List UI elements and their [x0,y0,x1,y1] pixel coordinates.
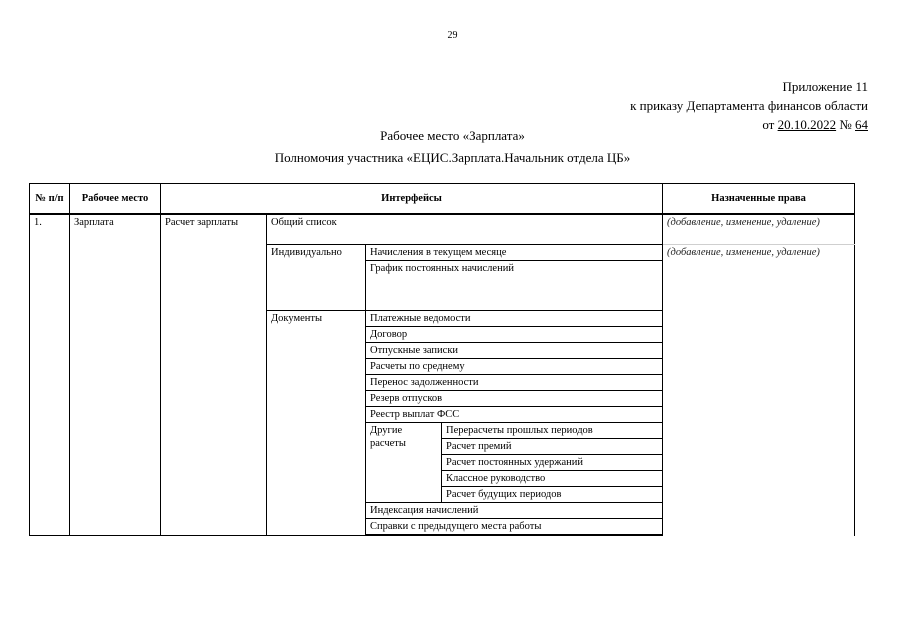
documents-label: Документы [267,310,366,535]
rights-general: (добавление, изменение, удаление) [663,214,855,245]
documents-item: Платежные ведомости [366,310,663,326]
documents-item: Резерв отпусков [366,390,663,406]
rights-table [29,183,855,536]
appendix-title: Приложение 11 [782,79,868,94]
rights-individual: (добавление, изменение, удаление) [663,244,855,536]
other-calculations-item: Перерасчеты прошлых периодов [442,422,663,438]
appendix-from: от [762,117,778,132]
header-rights: Назначенные права [663,184,855,214]
page-title: Рабочее место «Зарплата» [380,128,525,143]
individual-label: Индивидуально [267,244,366,310]
other-calculations-item: Классное руководство [442,470,663,486]
appendix-order: к приказу Департамента финансов области [630,98,868,113]
header-num: № п/п [30,184,70,214]
row-number: 1. [30,214,70,536]
documents-item: Реестр выплат ФСС [366,406,663,422]
documents-item: Договор [366,326,663,342]
other-calculations-item: Расчет будущих периодов [442,486,663,502]
individual-item: График постоянных начислений [366,260,663,310]
documents-item: Перенос задолженности [366,374,663,390]
page-subtitle: Полномочия участника «ЕЦИС.Зарплата.Начальник отдела ЦБ» [274,150,631,165]
documents-item: Справки с предыдущего места работы [366,518,663,534]
documents-item: Расчеты по среднему [366,358,663,374]
appendix-number: 64 [855,117,868,132]
workplace-cell: Зарплата [70,214,161,536]
header-workplace: Рабочее место [70,184,161,214]
other-calculations-item: Расчет премий [442,438,663,454]
other-calculations-label: Другие расчеты [366,422,442,502]
documents-item: Индексация начислений [366,502,663,518]
appendix-date: 20.10.2022 [777,117,837,132]
general-list-cell: Общий список [267,214,663,245]
header-interfaces: Интерфейсы [161,184,663,214]
other-calculations-item: Расчет постоянных удержаний [442,454,663,470]
appendix-number-sign: № [836,117,855,132]
page-number: 29 [447,30,458,41]
documents-item: Отпускные записки [366,342,663,358]
section-cell: Расчет зарплаты [161,214,267,536]
individual-item: Начисления в текущем месяце [366,244,663,260]
